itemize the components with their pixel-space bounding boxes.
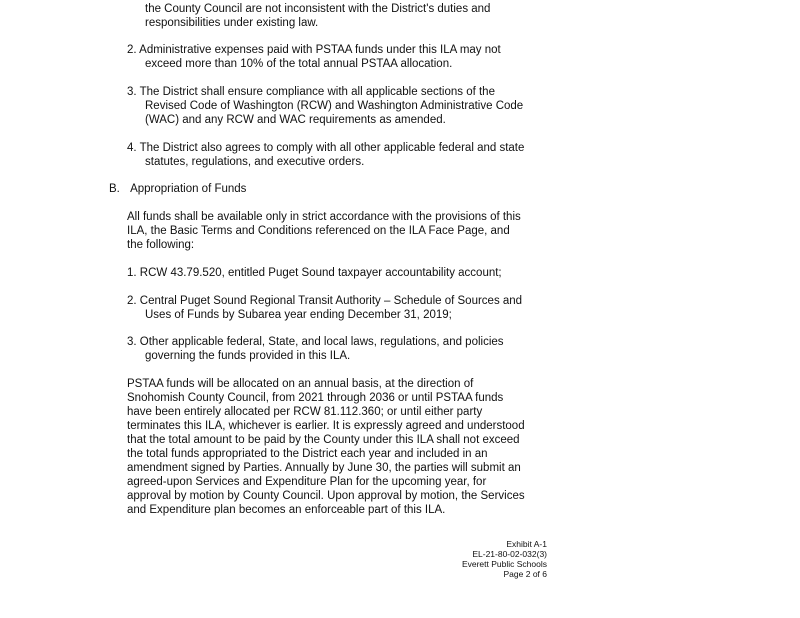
list-item-a3 (127, 85, 547, 127)
list-item-a2-line-1: 2. Administrative expenses paid with PSTAA funds under this ILA may not (127, 44, 501, 56)
section-b-intro-line-1: All funds shall be available only in strict accordance with the provisions of this (127, 211, 521, 223)
list-item-a2 (127, 43, 547, 71)
list-item-a4 (127, 141, 547, 169)
section-b-title: Appropriation of Funds (130, 183, 247, 195)
section-b-heading (109, 182, 246, 196)
paragraph-line: the total funds appropriated to the District each year and included in an (127, 448, 488, 460)
list-item-b2-line-2: Uses of Funds by Subarea year ending December 31, 2019; (145, 309, 452, 321)
list-item-b3 (127, 335, 547, 363)
paragraph-line: and Expenditure plan becomes an enforceable part of this ILA. (127, 504, 446, 516)
paragraph-line: approval by motion by County Council. Upon approval by motion, the Services (127, 490, 525, 502)
section-b-intro (127, 210, 547, 252)
paragraph-line: terminates this ILA, whichever is earlier. It is expressly agreed and understood (127, 420, 525, 432)
section-b-intro-line-2: ILA, the Basic Terms and Conditions referenced on the ILA Face Page, and (127, 225, 510, 237)
paragraph-line: amendment signed by Parties. Annually by June 30, the parties will submit an (127, 462, 521, 474)
list-item-b1-line-1: 1. RCW 43.79.520, entitled Puget Sound taxpayer accountability account; (127, 267, 502, 279)
paragraph-line: PSTAA funds will be allocated on an annual basis, at the direction of (127, 378, 474, 390)
list-item-a3-line-1: 3. The District shall ensure compliance with all applicable sections of the (127, 86, 495, 98)
section-b-label: B. (109, 183, 120, 195)
list-item-a4-line-1: 4. The District also agrees to comply with all other applicable federal and state (127, 142, 525, 154)
top-fragment-line-2: responsibilities under existing law. (145, 17, 319, 29)
paragraph-line: agreed-upon Services and Expenditure Plan for the upcoming year, for (127, 476, 487, 488)
list-item-a4-line-2: statutes, regulations, and executive orders. (145, 156, 365, 168)
list-item-b2 (127, 294, 547, 322)
paragraph-line: Snohomish County Council, from 2021 through 2036 or until PSTAA funds (127, 392, 504, 404)
list-item-b3-line-2: governing the funds provided in this ILA. (145, 350, 351, 362)
paragraph-line: have been entirely allocated per RCW 81.112.360; or until either party (127, 406, 483, 418)
page-footer (462, 539, 547, 579)
list-item-a2-line-2: exceed more than 10% of the total annual PSTAA allocation. (145, 58, 453, 70)
list-item-a3-line-2: Revised Code of Washington (RCW) and Washington Administrative Code (145, 100, 524, 112)
footer-document-id: EL-21-80-02-032(3) (472, 549, 547, 559)
top-fragment (145, 2, 545, 30)
footer-page-number: Page 2 of 6 (503, 569, 547, 579)
paragraph-line: that the total amount to be paid by the County under this ILA shall not exceed (127, 434, 520, 446)
list-item-a3-line-3: (WAC) and any RCW and WAC requirements as amended. (145, 114, 446, 126)
funding-paragraph (127, 377, 545, 517)
list-item-b2-line-1: 2. Central Puget Sound Regional Transit Authority – Schedule of Sources and (127, 295, 523, 307)
footer-exhibit: Exhibit A-1 (506, 539, 547, 549)
list-item-b1 (127, 266, 547, 280)
footer-organization: Everett Public Schools (461, 559, 547, 569)
list-item-b3-line-1: 3. Other applicable federal, State, and local laws, regulations, and policies (127, 336, 504, 348)
section-b-intro-line-3: the following: (127, 239, 195, 251)
top-fragment-line-1: the County Council are not inconsistent with the District's duties and (145, 3, 491, 15)
